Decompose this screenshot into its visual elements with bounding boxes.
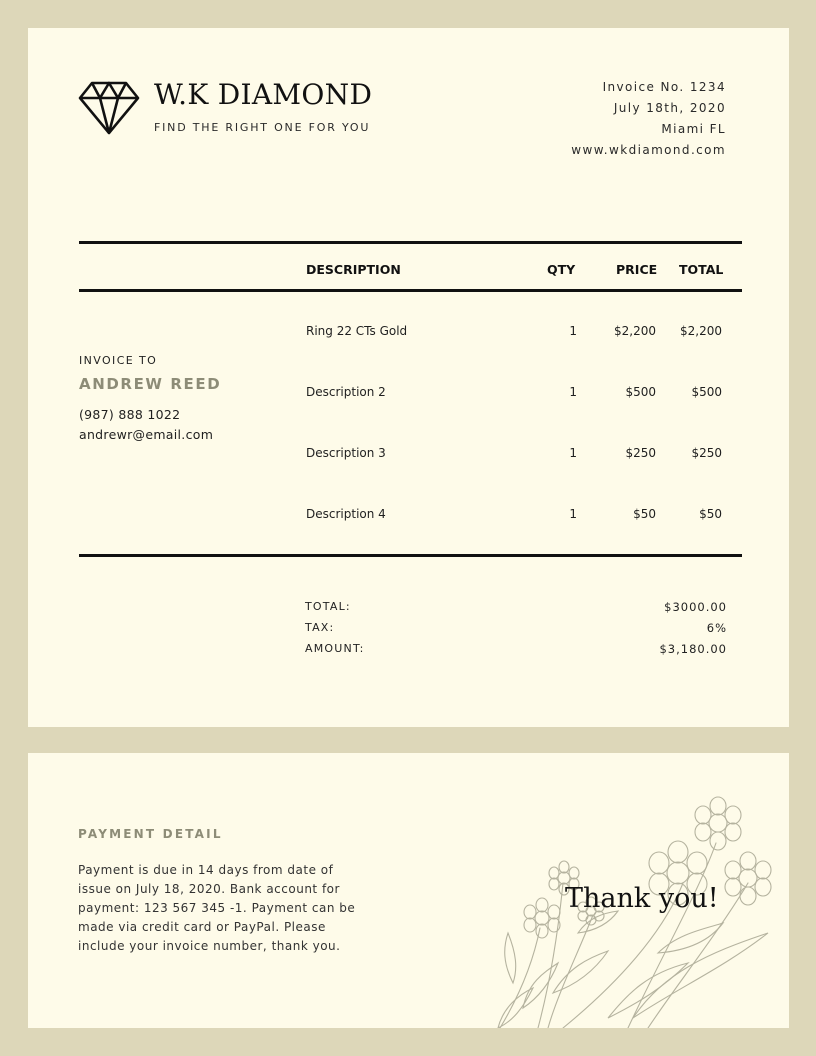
amount-label: AMOUNT:	[305, 642, 365, 655]
item-total: $50	[699, 507, 722, 521]
invoice-location: Miami FL	[661, 122, 726, 136]
column-header-qty: QTY	[547, 262, 576, 277]
item-total: $250	[691, 446, 722, 460]
invoice-number: Invoice No. 1234	[602, 80, 726, 94]
invoice-card	[28, 28, 789, 727]
invoice-to-label: INVOICE TO	[79, 354, 158, 367]
column-header-price: PRICE	[616, 262, 658, 277]
item-qty: 1	[569, 385, 577, 399]
table-row	[28, 324, 789, 344]
tax-label: TAX:	[305, 621, 335, 634]
payment-heading: PAYMENT DETAIL	[78, 827, 223, 841]
invoice-meta	[571, 77, 726, 161]
diamond-icon	[78, 80, 140, 136]
item-price: $250	[625, 446, 656, 460]
item-total: $500	[691, 385, 722, 399]
client-name: ANDREW REED	[79, 375, 222, 393]
thank-you-message: Thank you!	[565, 883, 719, 914]
brand-name: W.K DIAMOND	[154, 78, 373, 111]
client-phone: (987) 888 1022	[79, 407, 181, 422]
client-email[interactable]: andrewr@email.com	[79, 427, 214, 442]
payment-line: include your invoice number, thank you.	[78, 939, 341, 953]
item-qty: 1	[569, 324, 577, 338]
item-description: Description 4	[306, 507, 386, 521]
table-row	[28, 446, 789, 466]
invoice-date: July 18th, 2020	[613, 101, 726, 115]
amount-value: $3,180.00	[659, 642, 727, 656]
column-header-description: DESCRIPTION	[306, 262, 401, 277]
item-description: Description 2	[306, 385, 386, 399]
item-description: Ring 22 CTs Gold	[306, 324, 408, 338]
payment-line: made via credit card or PayPal. Please	[78, 920, 326, 934]
item-description: Description 3	[306, 446, 386, 460]
website-link[interactable]: www.wkdiamond.com	[571, 143, 726, 157]
tax-value: 6%	[706, 621, 727, 635]
item-price: $2,200	[614, 324, 656, 338]
payment-line: Payment is due in 14 days from date of	[78, 863, 334, 877]
column-header-total: TOTAL	[679, 262, 724, 277]
total-label: TOTAL:	[305, 600, 351, 613]
item-total: $2,200	[680, 324, 722, 338]
table-header-rule	[79, 289, 742, 292]
item-qty: 1	[569, 446, 577, 460]
table-row	[28, 507, 789, 527]
total-value: $3000.00	[664, 600, 727, 614]
payment-line: payment: 123 567 345 -1. Payment can be	[78, 901, 356, 915]
brand-tagline: FIND THE RIGHT ONE FOR YOU	[154, 121, 371, 134]
table-bottom-rule	[79, 554, 742, 557]
payment-card	[28, 753, 789, 1028]
payment-details	[78, 861, 378, 956]
table-top-rule	[79, 241, 742, 244]
payment-line: issue on July 18, 2020. Bank account for	[78, 882, 340, 896]
item-price: $500	[625, 385, 656, 399]
item-price: $50	[633, 507, 656, 521]
item-qty: 1	[569, 507, 577, 521]
